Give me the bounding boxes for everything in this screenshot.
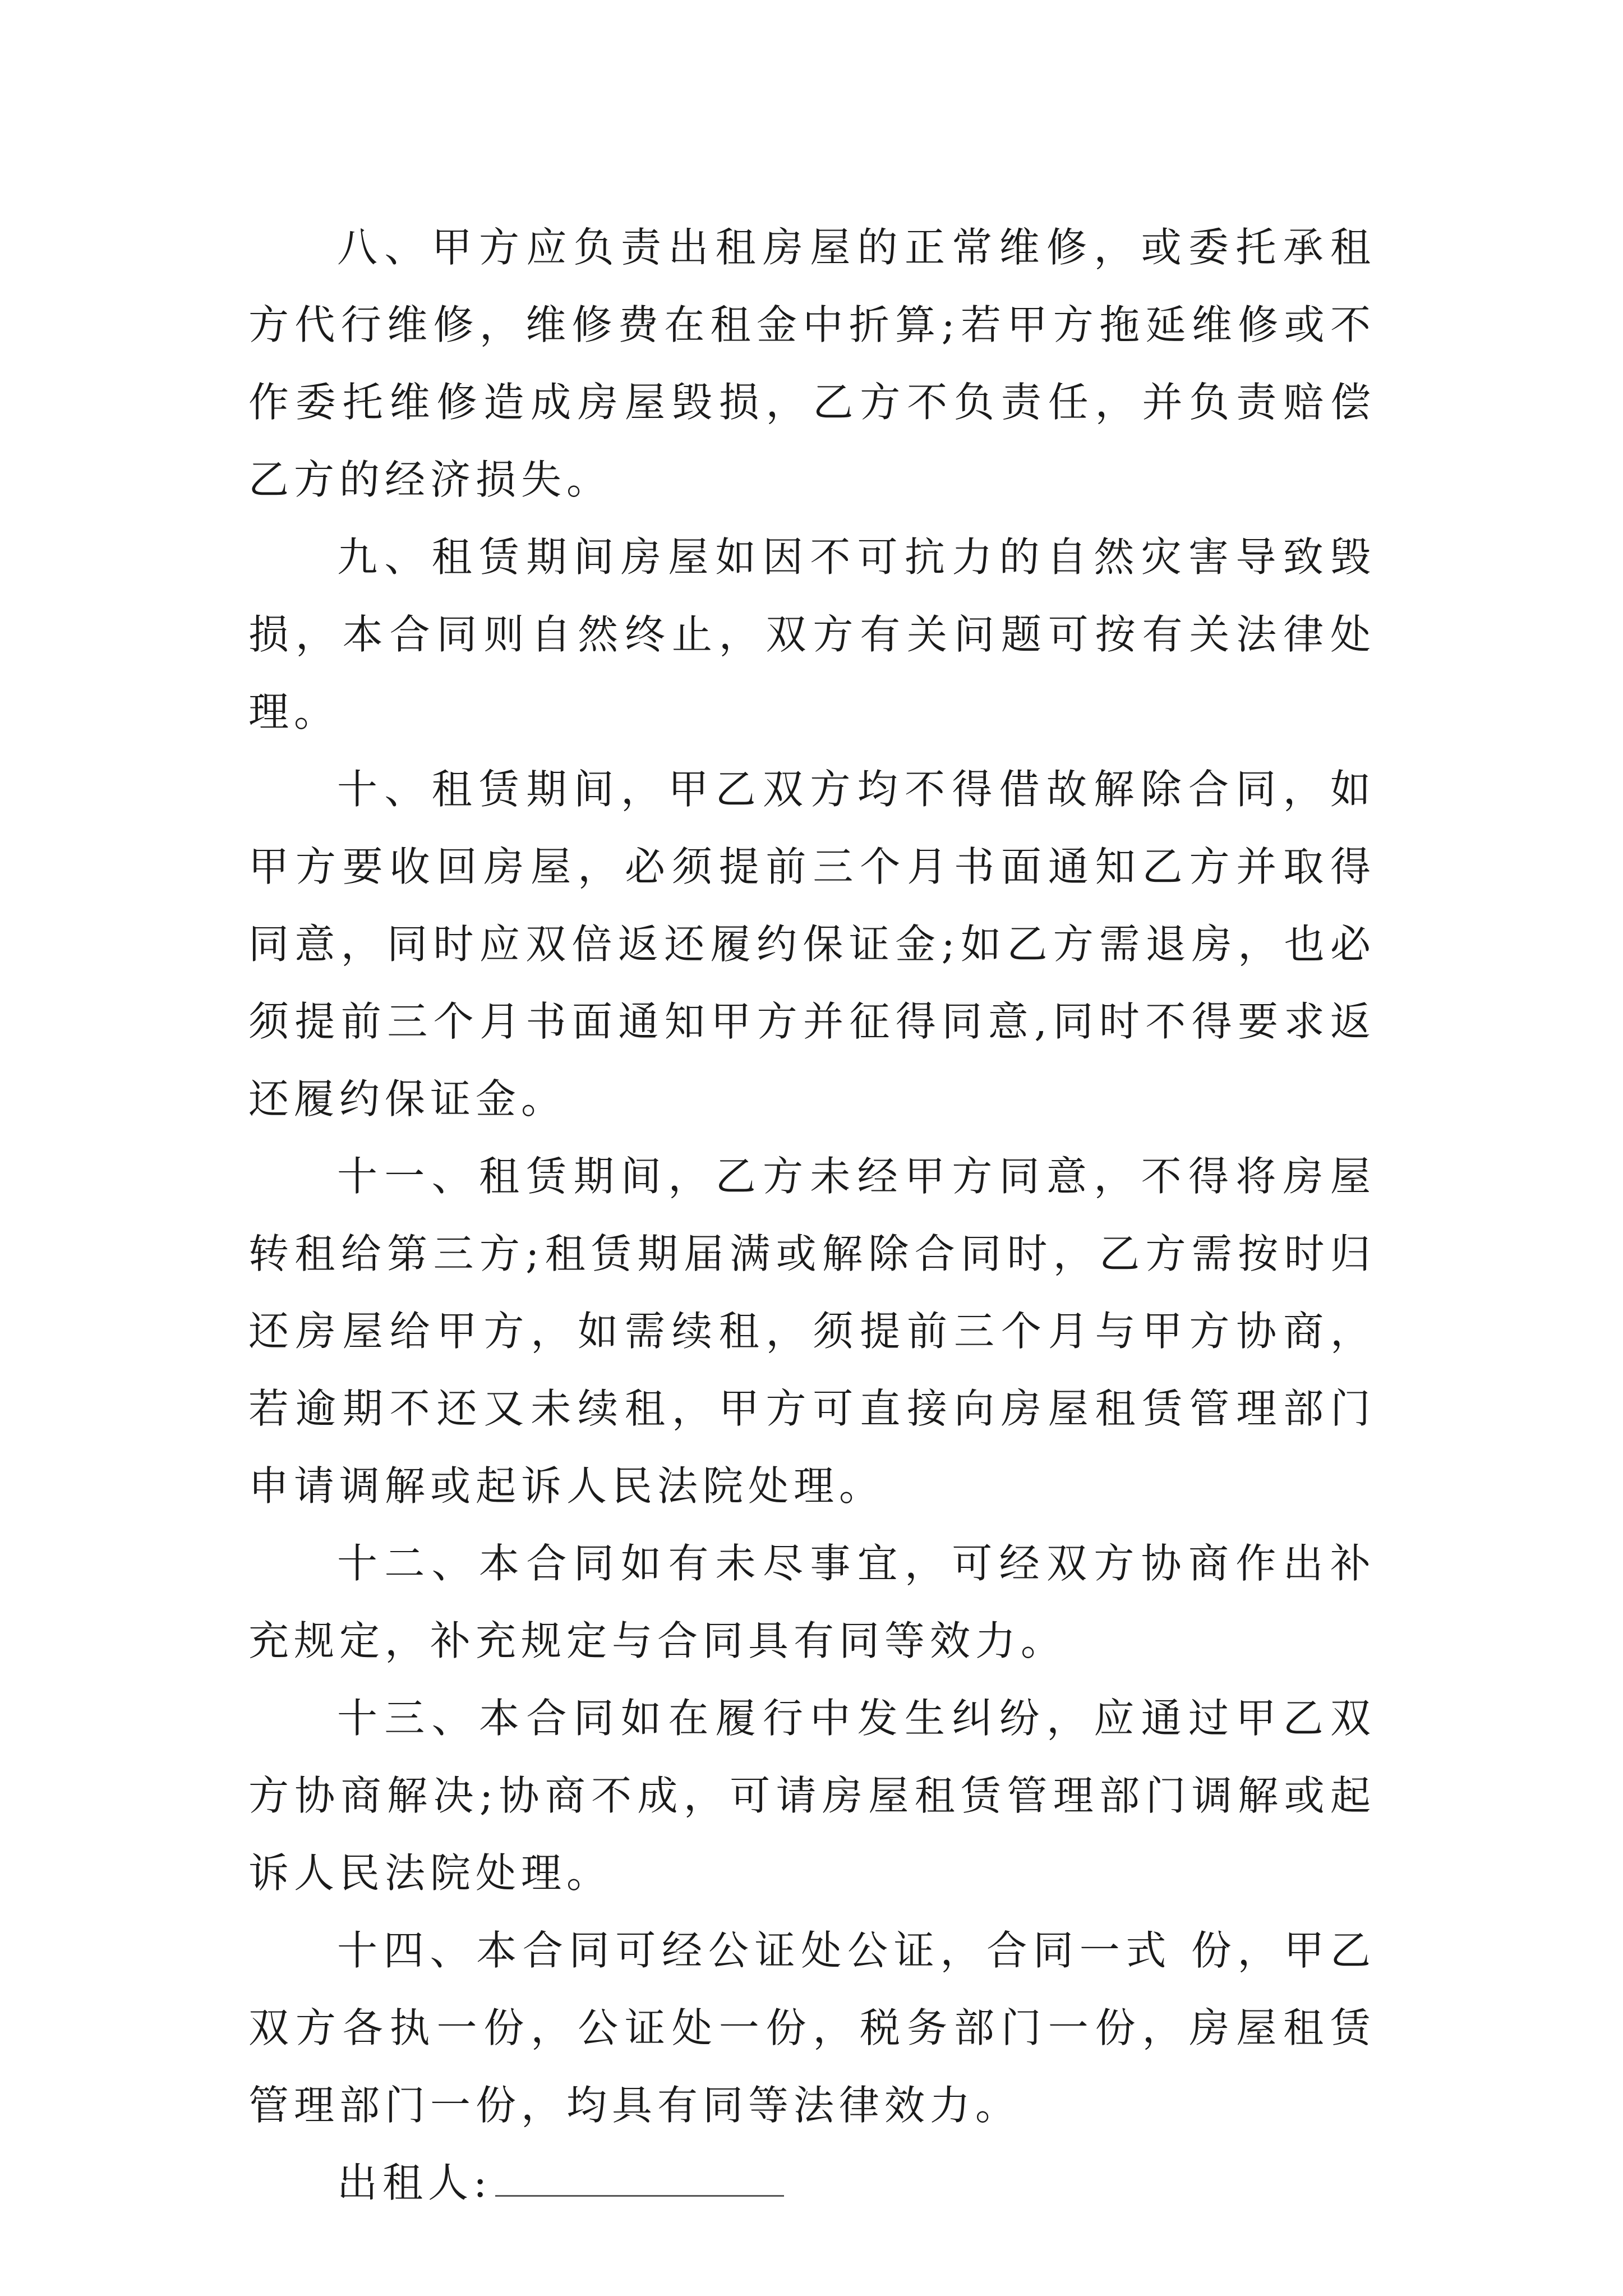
lessor-signature-blank[interactable] — [495, 2161, 784, 2197]
clause-12: 十二、本合同如有未尽事宜，可经双方协商作出补充规定，补充规定与合同具有同等效力。 — [248, 1540, 1376, 1664]
contract-body — [248, 209, 1376, 2221]
clause-13: 十三、本合同如在履行中发生纠纷，应通过甲乙双方协商解决;协商不成，可请房屋租赁管理部门调解或起诉人民法院处理。 — [248, 1695, 1376, 1897]
lessor-signature-line — [248, 2144, 1376, 2221]
clause-11: 十一、租赁期间，乙方未经甲方同意，不得将房屋转租给第三方;租赁期届满或解除合同时，乙方需按时归还房屋给甲方，如需续租，须提前三个月与甲方协商，若逾期不还又未续租，甲方可直接向房屋租赁管理部门申请调解或起诉人民法院处理。 — [248, 1153, 1376, 1510]
clause-10: 十、租赁期间，甲乙双方均不得借故解除合同，如甲方要收回房屋，必须提前三个月书面通知乙方并取得同意，同时应双倍返还履约保证金;如乙方需退房，也必须提前三个月书面通知甲方并征得同意,同时不得要求返还履约保证金。 — [248, 766, 1376, 1122]
lessor-label: 出租人: — [337, 2159, 492, 2206]
clause-14: 十四、本合同可经公证处公证，合同一式 份，甲乙双方各执一份，公证处一份，税务部门一份，房屋租赁管理部门一份，均具有同等法律效力。 — [248, 1927, 1376, 2129]
clause-9: 九、租赁期间房屋如因不可抗力的自然灾害导致毁损，本合同则自然终止，双方有关问题可按有关法律处理。 — [248, 533, 1376, 735]
clause-8: 八、甲方应负责出租房屋的正常维修，或委托承租方代行维修，维修费在租金中折算;若甲方拖延维修或不作委托维修造成房屋毁损，乙方不负责任，并负责赔偿乙方的经济损失。 — [248, 224, 1376, 503]
